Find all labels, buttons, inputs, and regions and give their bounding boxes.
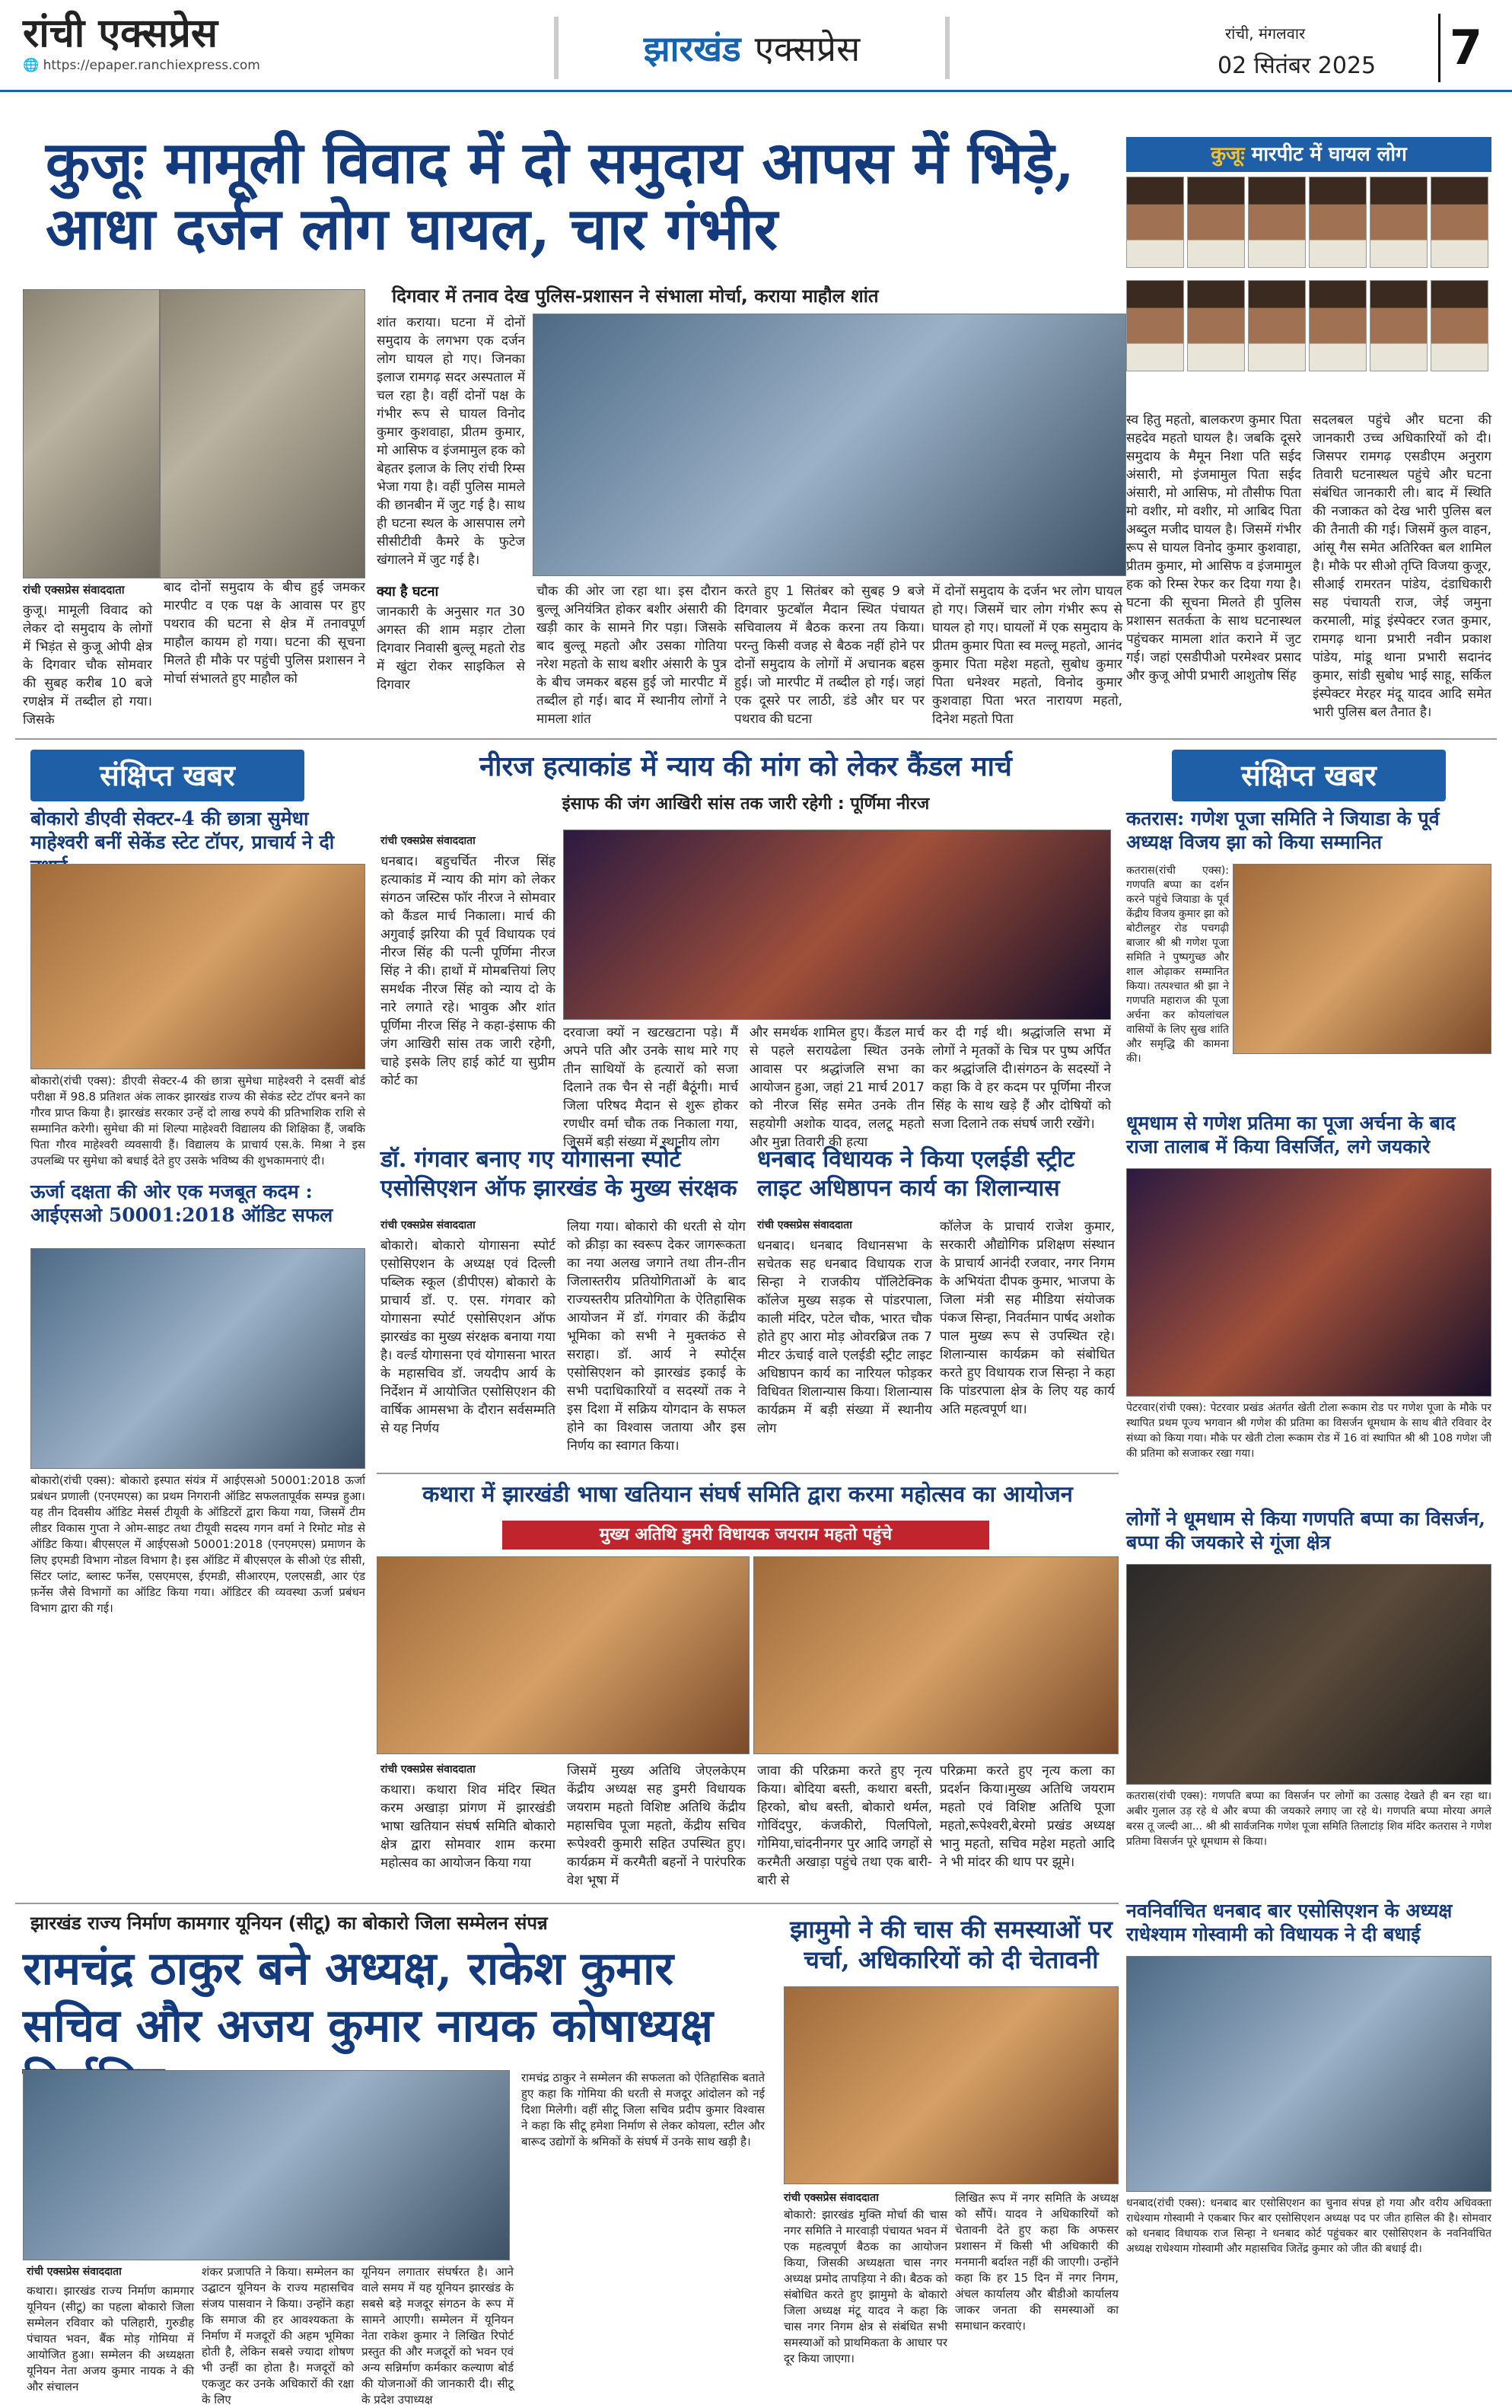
lead-col8: सदलबल पहुंचे और घटना की जानकारी उच्च अधिकारियों को दी। जिसपर रामगढ़ एसडीएम अनुराग तिवारी घटनास्थल पहुंचे और घटना संबंधित जानकारी ली। बाद में स्थिति की नजाकत को देख भारी पुलिस बल की तैनाती की गई। जिसमें कुल वाहन, आंसू गैस समेत अतिरिक्त बल शामिल है। मौके पर सीओ तृप्ति विजया कुजूर, सीआई रामरतन पांडेय, दंडाधिकारी सह पंचायती राज, जेई जमुना करमाली, मांडू इंस्पेक्टर रजत कुमार, रामगढ़ थाना प्रभारी नवीन प्रकाश पांडेय, मांडू थाना प्रभारी सदानंद कुमार, सांडी सुबोध भाई साहू, सर्किल इंस्पेक्टर मेरहर मंदू यादव आदि समेत भारी पुलिस बल तैनात है। — [1313, 412, 1491, 720]
audit-team-photo — [30, 1248, 365, 1469]
citu-col2: शंकर प्रजापति ने किया। सम्मेलन का उद्घाटन यूनियन के राज्य महासचिव संजय पासवान ने किया। उन्होंने कहा कि समाज की हर आवश्यकता के निर्माण में मजदूरों की अहम भूमिका होती है, लेकिन सबसे ज्यादा शोषण भी उन्हीं का होता है। मजदूरों को एकजुट कर उनके अधिकारों की रक्षा के लिए — [202, 2265, 354, 2406]
karma-col1: कथारा। कथारा शिव मंदिर स्थित करम अखाड़ा प्रांगण में झारखंडी भाषा खतियान संघर्ष समिति बोकारो क्षेत्र द्वारा सोमवार शाम करमा महोत्सव का आयोजन किया गया — [380, 1782, 555, 1871]
student-felicitation-photo — [30, 864, 365, 1069]
injured-person-photo — [1370, 177, 1428, 268]
bar-association-photo — [1126, 1956, 1491, 2192]
karma-col4: परिक्रमा करते हुए नृत्य कला का प्रदर्शन किया।मुख्य अतिथि जयराम महतो एवं विशिष्ट अतिथि पूजा महतो,रूपेश्वरी,बेरमो प्रखंड अध्यक्ष भानु महतो, सचिव महेश महतो आदि ने भी मांदर की थाप पर झूमे। — [940, 1763, 1115, 1870]
brief-right-h2: धूमधाम से गणेश प्रतिमा का पूजा अर्चना के बाद राजा तालाब में किया विसर्जित, लगे जयकारे — [1126, 1112, 1456, 1158]
section-name-a: झारखंड — [643, 28, 741, 69]
injured-person-photo — [1126, 280, 1184, 371]
karma-byline: रांची एक्सप्रेस संवाददाता — [380, 1763, 476, 1776]
lead-col3: शांत कराया। घटना में दोनों समुदाय के लगभग एक दर्जन लोग घायल हो गए। जिनका इलाज रामगढ़ सदर अस्पताल में चल रहा है। वहीं दोनों पक्ष के गंभीर रूप से घायल विनोद कुमार कुशवाहा, प्रीतम कुमार, मो आसिफ व इंजमामुल हक को बेहतर इलाज के लिए रांची रिम्स भेजा गया है। वहीं पुलिस मामले की छानबीन में जुट गई है। साथ ही घटना स्थल के आसपास लगे सीसीटीवी कैमरे के फुटेज खंगालने में जुट गई है। — [377, 315, 525, 568]
gallery-label-a: कुजूः — [1211, 143, 1245, 166]
neeraj-col2: दरवाजा क्यों न खटखटाना पड़े। मैं अपने पति और उनके साथ मारे गए तीन साथियों के हत्यारों को सजा दिलाने तक चैन से नहीं बैठूंगी। मार्च जिला परिषद मैदान से शुरू होकर रणधीर वर्मा चौक तक निकाला गया, जिसमें बड़ी संख्या में स्थानीय लोग — [563, 1025, 738, 1150]
lead-col2: बाद दोनों समुदाय के बीच हुई जमकर मारपीट व एक पक्ष के आवास पर हुए पथराव की घटना से क्षेत्र में तनावपूर्ण माहौल कायम हो गया। घटना की सूचना मिलते ही मौके पर पहुंची पुलिस प्रशासन ने मोर्चा संभालते हुए माहौल को — [164, 580, 365, 686]
jmm-headline: झामुमो ने की चास की समस्याओं पर चर्चा, अधिकारियों को दी चेतावनी — [790, 1915, 1113, 1974]
lead-col1: कुजू। मामूली विवाद को लेकर दो समुदाय के लोगों में भिड़ंत से कुजू ओपी क्षेत्र के दिगवार चौक सोमवार की सुबह करीब 10 बजे रणक्षेत्र में तब्दील हो गया। जिसके — [23, 603, 152, 728]
injured-person-photo — [1309, 280, 1367, 371]
karma-col2: जिसमें मुख्य अतिथि जेएलकेएम केंद्रीय अध्यक्ष सह डुमरी विधायक जयराम महतो विशिष्ट अतिथि केंद्रीय महासचिव पूजा महतो, केंद्रीय सचिव रूपेश्वरी कुमारी सहित उपस्थित हुए।कार्यक्रम में करमैती बहनों ने पारंपरिक वेश भूषा में — [567, 1763, 746, 1888]
police-photo — [23, 289, 160, 578]
citu-meeting-photo — [23, 2070, 510, 2260]
police-crowd-photo — [533, 314, 1126, 576]
lead-subhead: दिगवार में तनाव देख पुलिस-प्रशासन ने संभाला मोर्चा, कराया माहौल शांत — [392, 285, 879, 307]
brief-right-b3: कतरास(रांची एक्स): गणपति बप्पा का विसर्जन पर लोगों का उत्साह देखते ही बन रहा था। अबीर गुलाल उड़ रहे थे और बप्पा की जयकारे लगाए जा रहे थे। गणपति बप्पा मोरया अगले बरस तू जल्दी आ... श्री श्री सार्वजनिक गणेश पूजा समिति तिलाटांड़ शिव मंदिर कतरास ने गणेश प्रतिमा विसर्जन पूरे धूमधाम से किया। — [1126, 1790, 1491, 1848]
injured-person-photo — [1309, 177, 1367, 268]
yoga-col2: लिया गया। बोकारो की धरती से योग को क्रीड़ा का स्वरूप देकर जागरूकता का नया अलख जगाने तथा तीन-तीन जिलास्तरीय प्रतियोगिताओं के बाद राज्यस्तरीय प्रतियोगिता के ऐतिहासिक आयोजन में डॉ. गंगवार की केंद्रीय भूमिका को सभी ने मुक्तकंठ से सराहा। डॉ. आर्य ने स्पोर्ट्स एसोसिएशन को झारखंड इकाई के सभी पदाधिकारियों व सदस्यों तक ने इस दिशा में सक्रिय योगदान के सफल होने का विश्वास जताया और इस निर्णय का स्वागत किया। — [567, 1219, 746, 1454]
immersion-crowd-photo — [1126, 1564, 1491, 1785]
brief-right-h4: नवनिर्वाचित धनबाद बार एसोसिएशन के अध्यक्ष राधेश्याम गोस्वामी को विधायक ने दी बधाई — [1126, 1900, 1453, 1946]
divider — [15, 738, 1497, 740]
citu-kicker: झारखंड राज्य निर्माण कामगार यूनियन (सीटू) का बोकारो जिला सम्मेलन संपन्न — [30, 1913, 548, 1934]
brief-right-b4: धनबाद(रांची एक्स): धनबाद बार एसोसिएशन का चुनाव संपन्न हो गया और वरीय अधिवक्ता राधेश्याम गोस्वामी ने एकबार फिर बार एसोसिएशन अध्यक्ष पद पर जीत हासिल की है। सोमवार को धनबाद विधायक राज सिन्हा ने धनबाद कोर्ट पहुंचकर बार एसोसिएशन के नवनिर्वाचित अध्यक्ष राधेश्याम गोस्वामी और महासचिव जितेंद्र कुमार को जीत की बधाई दी। — [1126, 2197, 1491, 2255]
injured-person-photo — [1248, 280, 1306, 371]
page-number: 7 — [1438, 14, 1491, 82]
city-day: रांची, मंगलवार — [1225, 24, 1306, 43]
neeraj-col1: धनबाद। बहुचर्चित नीरज सिंह हत्याकांड में न्याय की मांग को लेकर संगठन जस्टिस फॉर नीरज ने सोमवार को कैंडल मार्च निकाला। मार्च की अगुवाई झरिया की पूर्व विधायक एवं नीरज सिंह की पत्नी पूर्णिमा नीरज सिंह ने की। हाथों में मोमबत्तियां लिए समर्थक नीरज सिंह को न्याय दो के नारे लगाते रहे। भावुक और शांत पूर्णिमा नीरज सिंह ने कहा-इंसाफ की जंग आखिरी सांस तक जारी रहेगी, चाहे इसके लिए हाई कोर्ट या सुप्रीम कोर्ट का — [380, 854, 555, 1088]
neeraj-byline: रांची एक्सप्रेस संवाददाता — [380, 835, 476, 847]
brief-right-heading: संक्षिप्त खबर — [1172, 750, 1446, 801]
brief-left-b2: बोकारो(रांची एक्स): बोकारो इस्पात संयंत्र में आईएसओ 50001:2018 ऊर्जा प्रबंधन प्रणाली (एनएमएस) का प्रथम निगरानी ऑडिट सफलतापूर्वक सम्पन्न हुआ। यह तीन दिवसीय ऑडिट मेसर्स टीयूवी के ऑडिटरों द्वारा किया गया, जिसमें टीम लीडर विकास गुप्ता ने ओम-साइट तथा टीयूवी सदस्य गगन वर्मा ने रिमोट मोड से ऑडिट किया। बीएसएल में आईएसओ 50001:2018 (एनएमएस) प्रमाणन के लिए इएमडी विभाग नोडल विभाग है। इस ऑडिट में बीएसएल के सीओ एंड सीसी, सिंटर प्लांट, ब्लास्ट फर्नेस, एसएमएस, ईएमडी, सीआरएम, एलएसडी, आर एंड फ़र्नेस जैसे विभागों का ऑडिट किया गया। ऑडिटर की व्यवस्था ऊर्जा प्रबंधन विभाग द्वारा की गई। — [30, 1473, 365, 1615]
karma-headline: कथारा में झारखंडी भाषा खतियान संघर्ष समिति द्वारा करमा महोत्सव का आयोजन — [422, 1481, 1073, 1507]
injured-person-photo — [1187, 280, 1245, 371]
lead-col5: करते हुए 1 सितंबर को सुबह 9 बजे दिगवार फुटबॉल मैदान स्थित पंचायत सचिवालय में बैठक करना तय किया। परन्तु किसी वजह से बैठक नहीं होने पर दोनों समुदाय के लोगों में अचानक बहस हुई। जो मारपीट में तब्दील हो गई। जहां एक दूसरे पर लाठी, डंडे और घर पर पथराव की घटना — [734, 584, 925, 727]
lead-col7: स्व हितु महतो, बालकरण कुमार पिता सहदेव महतो घायल है। जबकि दूसरे समुदाय के मैमून निशा पति सईद अंसारी, मो इंजमामुल पिता सईद अंसारी, मो आसिफ, मो तौसीफ पिता मो वशीर, मो वशीर, मो आबिद पिता अब्दुल मजीद घायल है। जिसमें गंभीर रूप से घायल विनोद कुमार कुशवाहा, प्रीतम कुमार, मो आसिफ व इंजमामुल हक को रिम्स रेफर कर दिया गया है। घटना की सूचना मिलते ही पुलिस प्रशासन सतर्कता के साथ घटनास्थल पहुंचकर मामला शांत कराने में जुट गई। जहां एसडीपीओ परमेश्वर प्रसाद और कुजू ओपी प्रभारी आशुतोष सिंह — [1126, 412, 1301, 683]
led-byline: रांची एक्सप्रेस संवाददाता — [757, 1219, 852, 1231]
brief-left-h1: बोकारो डीएवी सेक्टर-4 की छात्रा सुमेधा माहेश्वरी बनीं सेकेंड स्टेट टॉपर, प्राचार्य ने दी — [30, 807, 335, 854]
brief-right-b2: पेटरवार(रांची एक्स): पेटरवार प्रखंड अंतर्गत खेती टोला रूकाम रोड पर गणेश पूजा के मौके पर स्थापित प्रथम पूज्य भगवान श्री गणेश की प्रतिमा का विसर्जन धूमधाम के साथ बीते रविवार देर संध्या को किया गया। मौके पर खेती टोला रूकाम रोड में 16 वां स्थापित श्री श्री 108 गणेश जी की प्रतिमा को सजाकर रखा गया। — [1126, 1402, 1491, 1460]
injured-person-photo — [1187, 177, 1245, 268]
led-headline: धनबाद विधायक ने किया एलईडी स्ट्रीट लाइट अधिष्ठापन कार्य का शिलान्यास — [757, 1146, 1075, 1202]
section-banner — [554, 17, 950, 79]
jmm-col1: बोकारो: झारखंड मुक्ति मोर्चा की चास नगर समिति ने मारवाड़ी पंचायत भवन में एक महत्वपूर्ण बैठक का आयोजन किया, जिसकी अध्यक्षता चास नगर अध्यक्ष प्रमोद तापड़िया ने की। बैठक को संबोधित करते हुए झामुमो के बोकारो जिला अध्यक्ष मंटू यादव ने कहा कि चास नगर निगम क्षेत्र से संबंधित सभी समस्याओं को प्राथमिकता के आधार पर दूर किया जाएगा। — [784, 2208, 947, 2365]
brief-right-b1: कतरास(रांची एक्स): गणपति बप्पा का दर्शन करने पहुंचे जियाडा के पूर्व केंद्रीय विजय कुमार झा को बोटीलहुर रोड पचगढ़ी बाजार श्री श्री गणेश पूजा समिति ने पुष्पगुच्छ और शाल ओढ़ाकर सम्मानित किया। तत्पश्चात श्री झा ने गणपति महाराज की पूजा अर्चना कर कोयलांचल वासियों के लिए सुख शांति और समृद्धि की कामना की। — [1126, 865, 1229, 1065]
epaper-url[interactable]: 🌐 https://epaper.ranchiexpress.com — [23, 58, 260, 73]
lead-col6: में दोनों समुदाय के दर्जन भर लोग घायल हो गए। जिसमें चार लोग गंभीर रूप से घायल हो गए। घायलों में एक समुदाय के प्रीतम कुमार पिता स्व मल्लू महतो, आनंद कुमार पिता महेश महतो, सुबोध कुमार पिता धनेश्वर महतो, विनोद कुमार कुशवाहा पिता भरत नारायण महतो, दिनेश महतो पिता — [932, 584, 1122, 727]
yoga-byline: रांची एक्सप्रेस संवाददाता — [380, 1219, 476, 1231]
citu-col1: कथारा। झारखंड राज्य निर्माण कामगार यूनियन (सीटू) का पहला बोकारो जिला सम्मेलन रविवार को पलिहारी, गुरुडीह पंचायत भवन, बैंक मोड़ गोमिया में आयोजित हुआ। सम्मेलन की अध्यक्षता यूनियन नेता अजय कुमार नायक ने की और संचालन — [27, 2284, 194, 2394]
injured-person-photo — [1431, 177, 1488, 268]
injured-person-photo — [1248, 177, 1306, 268]
candle-march-photo — [563, 830, 1111, 1020]
injured-person-photo — [1126, 177, 1184, 268]
karma-col3: जावा की परिक्रमा करते हुए नृत्य किया। बोदिया बस्ती, कथारा बस्ती, हिरको, बोध बस्ती, बोकारो थर्मल, गोविंदपुर, कंजकीरो, पिलपिलो, गोमिया,चांदनीनगर पुर आदि जगहों से करमैती अखाड़ा पहुंचे तथा एक बारी-बारी से — [757, 1763, 932, 1888]
injured-gallery-label — [1126, 137, 1491, 172]
citu-col4: रामचंद्र ठाकुर ने सम्मेलन की सफलता को ऐतिहासिक बताते हुए कहा कि गोमिया की धरती से मजदूर आंदोलन को नई दिशा मिलेगी। वहीं सीटू जिला सचिव प्रदीप कुमार विश्वास ने कहा कि सीटू हमेशा निर्माण से लेकर कोयला, स्टील और बारूद उद्योगों के श्रमिकों के संघर्ष में उनके साथ खड़ी है। — [521, 2071, 765, 2148]
led-col2: कॉलेज के प्राचार्य राजेश कुमार, सरकारी औद्योगिक प्रशिक्षण संस्थान के प्राचार्य आनंदी रजवार, नगर निगम के अभियंता दीपक कुमार, भाजपा के जिला मंत्री सह मीडिया संयोजक पंकज सिन्हा, निवर्तमान पार्षद अशोक पाल मुख्य रूप से उपस्थित रहे। शिलान्यास कार्यक्रम को संबोधित करते हुए विधायक राज सिन्हा ने कहा कि पांडरपाला क्षेत्र के लिए यह कार्य अति महत्वपूर्ण था। — [940, 1219, 1115, 1417]
globe-icon: 🌐 — [23, 58, 43, 73]
dateline — [1195, 14, 1491, 82]
ganesh-idol-photo — [1126, 1168, 1491, 1397]
jmm-meeting-photo — [784, 1986, 1119, 2184]
brief-left-heading: संक्षिप्त खबर — [30, 750, 304, 801]
brief-right-h1: कतरास: गणेश पूजा समिति ने जियाडा के पूर्व अध्यक्ष विजय झा को किया सम्मानित — [1126, 807, 1440, 854]
masthead-logo — [23, 11, 327, 72]
karma-stage-photo — [377, 1556, 750, 1754]
brief-left-b1: बोकारो(रांची एक्स): डीएवी सेक्टर-4 की छात्रा सुमेधा माहेश्वरी ने दसवीं बोर्ड परीक्षा में 98.8 प्रतिशत अंक लाकर झारखंड राज्य की सेकंड स्टेट टॉपर बनने का गौरव प्राप्त किया है। झारखंड सरकार उन्हें दो लाख रुपये की प्रतिभाशिक राशि से सम्मानित करेगी। सुमेधा की मां शिल्पा माहेश्वरी विद्यालय की शिक्षिका हैं, जबकि पिता गौरव माहेश्वरी व्यवसायी हैं। विद्यालय के प्राचार्य एस.के. मिश्रा ने इस उपलब्धि पर सुमेधा को बधाई देते हुए उसके भविष्य की शुभकामनाएं दी। — [30, 1074, 365, 1167]
neeraj-col4: कर दी गई थी। श्रद्धांजलि सभा में लोगों ने मृतकों के चित्र पर पुष्प अर्पित कर श्रद्धांजलि दी।संगठन के सदस्यों ने कहा कि वे हर कदम पर पूर्णिमा नीरज सिंह के साथ खड़े हैं और दोषियों को सजा दिलाने तक संघर्ष जारी रखेंगे। — [932, 1025, 1111, 1132]
section-name-b: एक्सप्रेस — [754, 28, 861, 69]
neeraj-headline: नीरज हत्याकांड में न्याय की मांग को लेकर कैंडल मार्च — [479, 750, 1012, 782]
ganesh-samiti-photo — [1233, 864, 1491, 1054]
issue-date: 02 सितंबर 2025 — [1218, 53, 1377, 79]
jmm-col2: लिखित रूप में नगर समिति के अध्यक्ष को सौंपें। यादव ने अधिकारियों को चेतावनी देते हुए कहा कि अफसर प्रशासन में किसी भी अधिकारी की मनमानी बर्दाश्त नहीं की जाएगी। उन्होंने कहा कि हर 15 दिन में नगर निगम, अंचल कार्यालय और बीडीओ कार्यालय जाकर जनता की समस्याओं का समाधान करवाएं। — [955, 2191, 1119, 2333]
scene-photo — [160, 289, 365, 578]
jmm-byline: रांची एक्सप्रेस संवाददाता — [784, 2192, 879, 2204]
brief-right-h3: लोगों ने धूमधाम से किया गणपति बप्पा का विसर्जन, बप्पा की जयकारे से गूंजा क्षेत्र — [1126, 1508, 1485, 1554]
karma-banner: मुख्य अतिथि डुमरी विधायक जयराम महतो पहुंचे — [502, 1521, 989, 1550]
led-col1: धनबाद। धनबाद विधानसभा के सचेतक सह धनबाद विधायक राज सिन्हा ने राजकीय पॉलिटेक्निक कॉलेज मुख्य सड़क से पांडरपाला, काली मंदिर, पटेल चौक, भारत चौक होते हुए आरा मोड़ ओवरब्रिज तक 7 मीटर ऊंचाई वाले एलईडी स्ट्रीट लाइट अधिष्ठापन कार्य का नारियल फोड़कर विधिवत शिलान्यास किया। शिलान्यास कार्यक्रम में बड़ी संख्या में स्थानीय लोग — [757, 1238, 932, 1436]
citu-headline: रामचंद्र ठाकुर बने अध्यक्ष, राकेश कुमार सचिव और अजय कुमार नायक कोषाध्यक्ष — [23, 1942, 714, 2053]
gallery-label-b: मारपीट में घायल लोग — [1251, 143, 1407, 166]
neeraj-col3: और समर्थक शामिल हुए। कैंडल मार्च से पहले सरायढेला स्थित उनके आवास पर श्रद्धांजलि सभा का आयोजन हुआ, जहां 21 मार्च 2017 को नीरज सिंह समेत उनके तीन सहयोगी अशोक यादव, ललटू महतो और मुन्ना तिवारी की हत्या — [750, 1025, 925, 1150]
lead-col3b: जानकारी के अनुसार गत 30 अगस्त की शाम मड़ार टोला दिगवार निवासी बुल्लू महतो रोड में खुंटा रोकर साइकिल से दिगवार — [377, 604, 525, 693]
injured-person-photo — [1370, 280, 1428, 371]
lead-headline: कुजूः मामूली विवाद में दो समुदाय आपस में भिड़े, आधा दर्जन लोग घायल, चार गंभीर — [46, 129, 1075, 263]
injured-photos-grid — [1126, 177, 1491, 405]
karma-dance-photo — [753, 1556, 1119, 1754]
divider — [15, 1903, 1119, 1904]
brief-left-h2: ऊर्जा दक्षता की ओर एक मजबूत कदम : आईएसओ 50001:2018 ऑडिट सफल — [30, 1180, 333, 1227]
lead-section-title: क्या है घटना — [377, 584, 439, 600]
neeraj-subhead: इंसाफ की जंग आखिरी सांस तक जारी रहेगी : पूर्णिमा नीरज — [562, 795, 930, 814]
injured-person-photo — [1431, 280, 1488, 371]
yoga-headline: डॉ. गंगवार बनाए गए योगासना स्पोर्ट एसोसिएशन ऑफ झारखंड के मुख्य संरक्षक — [380, 1146, 737, 1202]
citu-col3: यूनियन लगातार संघर्षरत है। आने वाले समय में यह यूनियन झारखंड के सबसे बड़े मजदूर संगठन के रूप में सामने आएगी। सम्मेलन में यूनियन नेता राकेश कुमार ने लिखित रिपोर्ट प्रस्तुत की और मजदूरों को भवन एवं अन्य सन्निर्माण कर्मकार कल्याण बोर्ड की योजनाओं की जानकारी दी। सीटू के प्रदेश उपाध्यक्ष — [361, 2265, 514, 2406]
header-divider — [0, 90, 1512, 92]
lead-byline: रांची एक्सप्रेस संवाददाता — [23, 583, 125, 597]
citu-byline: रांची एक्सप्रेस संवाददाता — [27, 2266, 122, 2278]
divider — [377, 1473, 1119, 1474]
newspaper-title: रांची एक्सप्रेस — [23, 11, 218, 56]
yoga-col1: बोकारो। बोकारो योगासना स्पोर्ट एसोसिएशन के अध्यक्ष एवं दिल्ली पब्लिक स्कूल (डीपीएस) बोकारो के प्राचार्य डॉ. ए. एस. गंगवार को योगासना स्पोर्ट एसोसिएशन ऑफ झारखंड का मुख्य संरक्षक बनाया गया है। वर्ल्ड योगासना एवं योगासना भारत के महासचिव डॉ. जयदीप आर्य के निर्देशन में आयोजित एसोसिएशन की वार्षिक आमसभा के दौरान सर्वसम्मति से यह निर्णय — [380, 1238, 555, 1436]
lead-col4: चौक की ओर जा रहा था। इस दौरान बुल्लू अनियंत्रित होकर बशीर अंसारी की खड़ी कार के सामने गिर पड़ा। जिसके बाद बुल्लू महतो और उसका गोतिया नरेश महतो के साथ बशीर अंसारी के पुत्र के बीच जमकर बहस हुई जो मारपीट में तब्दील हो गई। बाद में स्थानीय लोगों ने मामला शांत — [536, 584, 727, 727]
